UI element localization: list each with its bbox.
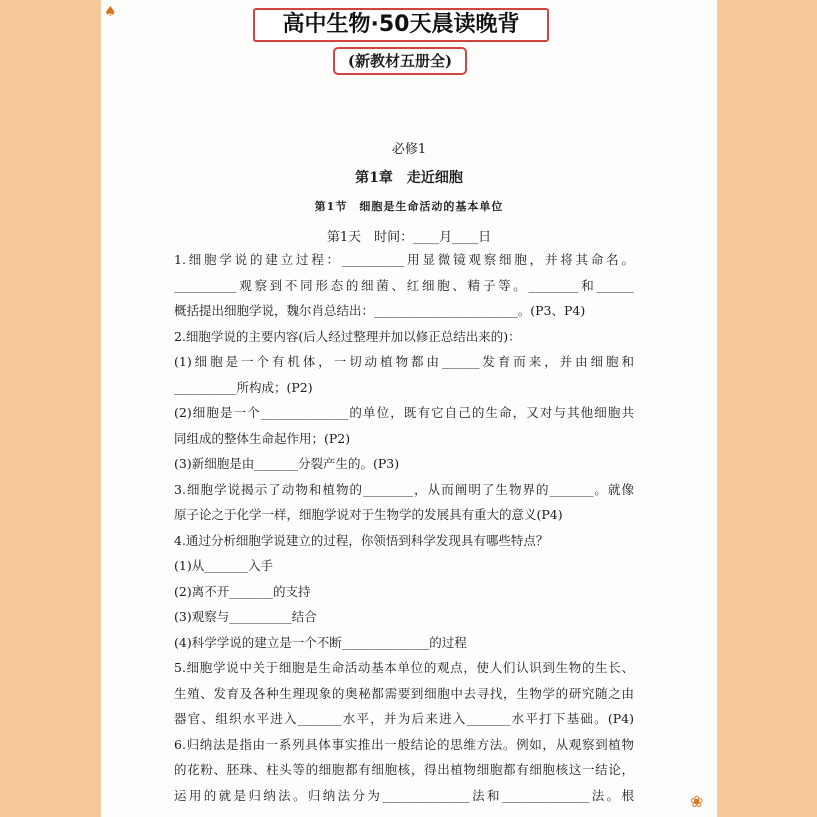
- text-line: (3)观察与__________结合: [174, 609, 317, 624]
- text-line: __________所构成；(P2): [174, 379, 313, 395]
- chapter-heading: 第1章 走近细胞: [355, 170, 463, 186]
- text-line: 3.细胞学说揭示了动物和植物的________，从而阐明了生物界的_______。就像: [174, 481, 634, 497]
- text-line: (2)离不开_______的支持: [174, 583, 311, 599]
- document-page: [101, 0, 717, 817]
- text-line: 1.细胞学说的建立过程：__________用显微镜观察细胞，并将其命名。: [174, 252, 634, 267]
- text-line: (2)细胞是一个______________的单位，既有它自己的生命，又对与其他细胞共: [174, 405, 634, 420]
- text-line: 原子论之于化学一样，细胞学说对于生物学的发展具有重大的意义(P4): [174, 507, 563, 522]
- text-line: 运用的就是归纳法。归纳法分为______________法和______________法。根: [174, 787, 634, 803]
- text-line: 的花粉、胚珠、柱头等的细胞都有细胞核，得出植物细胞都有细胞核这一结论，: [174, 762, 634, 777]
- text-line: 概括提出细胞学说，魏尔肖总结出：_______________________。(P3、P4): [174, 303, 586, 318]
- text-line: 器官、组织水平进入_______水平，并为后来进入_______水平打下基础。(P4): [174, 711, 634, 726]
- text-line: 2.细胞学说的主要内容(后人经过整理并加以修正总结出来的)：: [174, 328, 521, 344]
- text-line: 生殖、发育及各种生理现象的奥秘都需要到细胞中去寻找，生物学的研究随之由: [174, 685, 634, 701]
- page-title: 高中生物·50天晨读晚背: [253, 8, 549, 42]
- text-line: (1)从_______入手: [174, 558, 273, 573]
- day-line: 第1天 时间：____月____日: [326, 230, 492, 245]
- text-line: (1)细胞是一个有机体，一切动植物都由______发育而来，并由细胞和: [174, 354, 634, 369]
- book-heading: 必修1: [391, 142, 427, 157]
- page-subtitle: (新教材五册全): [333, 47, 467, 75]
- section-heading: 第1节 细胞是生命活动的基本单位: [314, 200, 504, 213]
- text-line: __________观察到不同形态的细菌、红细胞、精子等。________和______: [174, 277, 634, 293]
- text-line: 同组成的整体生命起作用；(P2): [174, 430, 351, 446]
- question-body: [174, 247, 634, 808]
- text-line: (3)新细胞是由_______分裂产生的。(P3): [174, 456, 400, 471]
- text-line: 5.细胞学说中关于细胞是生命活动基本单位的观点，使人们认识到生物的生长、: [174, 660, 634, 675]
- text-line: (4)科学学说的建立是一个不断______________的过程: [174, 634, 467, 650]
- lantern-icon: ♠: [104, 4, 117, 20]
- text-line: 6.归纳法是指由一系列具体事实推出一般结论的思维方法。例如，从观察到植物: [174, 736, 634, 752]
- text-line: 4.通过分析细胞学说建立的过程，你领悟到科学发现具有哪些特点？: [174, 532, 549, 548]
- decoration-icon: ❀: [690, 792, 704, 811]
